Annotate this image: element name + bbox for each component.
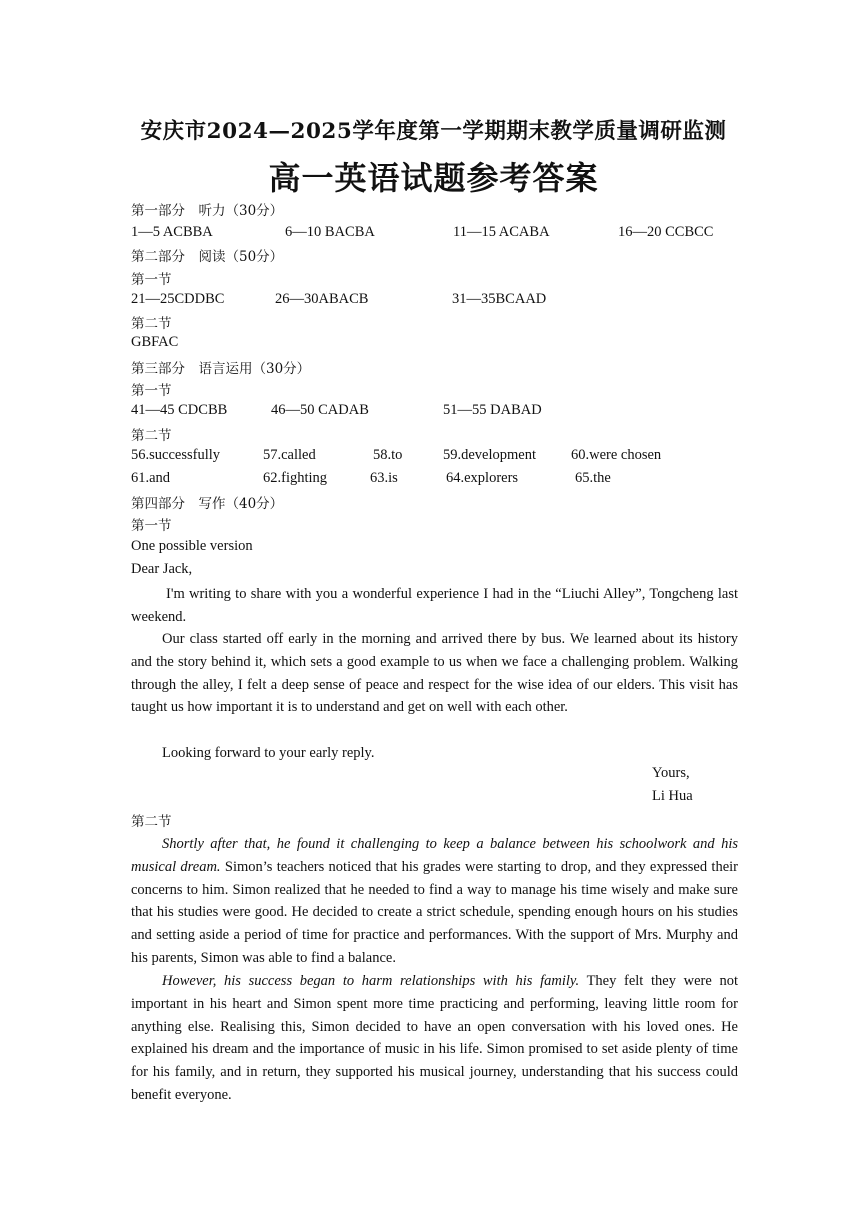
continuation-paragraph: [131, 970, 738, 1107]
answer-group: 11—15 ACABA: [453, 224, 550, 240]
answer-group: 6—10 BACBA: [285, 224, 375, 240]
answer-key-title: 高一英语试题参考答案: [268, 159, 599, 197]
fill-answer: 58.to: [373, 447, 403, 463]
answer-group: GBFAC: [131, 334, 179, 350]
paragraph-text: They felt they were not important in his heart and Simon spent more time practicing and performing, leaving little room for anything else. Realising this, Simon decided to have an open conversation with his loved ones. He explained his dream and the importance of music in his life. Simon promised to set aside plenty of time for his family, and in return, they supported his musical journey, understanding that his success could benefit everyone.: [131, 973, 738, 1103]
paragraph-text: Simon’s teachers noticed that his grades were starting to drop, and they expressed their concerns to him. Simon realized that he needed to find a way to manage his time wisely and make sure that his studies were good. He decided to create a strict schedule, spending enough hours on his studies and setting aside a period of time for practice and performances. With the support of Mrs. Murphy and his parents, Simon was able to find a balance.: [131, 858, 738, 966]
section-label: 第一节: [131, 518, 172, 534]
fill-answer: 65.the: [575, 470, 611, 486]
answer-group: 21—25CDDBC: [131, 291, 225, 307]
fill-answer: 63.is: [370, 470, 398, 486]
given-opening-sentence: However, his success began to harm relationships with his family.: [162, 973, 580, 989]
part3-heading: 第三部分 语言运用（30分）: [131, 361, 311, 377]
part1-heading: 第一部分 听力（30分）: [131, 203, 284, 219]
letter-paragraph: Looking forward to your early reply.: [162, 745, 375, 761]
fill-answer: 57.called: [263, 447, 316, 463]
continuation-paragraph: [131, 833, 738, 970]
section-label: 第二节: [131, 428, 172, 444]
fill-answer: 62.fighting: [263, 470, 328, 486]
letter-greeting: Dear Jack,: [131, 561, 193, 577]
section-label: 第二节: [131, 814, 172, 830]
fill-answer: 59.development: [443, 447, 537, 463]
fill-answer: 56.successfully: [131, 447, 220, 463]
answer-group: 46—50 CADAB: [271, 402, 369, 418]
answer-group: 31—35BCAAD: [452, 291, 547, 307]
answer-group: 41—45 CDCBB: [131, 402, 228, 418]
exam-title: 安庆市2024—2025学年度第一学期期末教学质量调研监测: [140, 119, 727, 144]
fill-answer: 60.were chosen: [571, 447, 662, 463]
letter-paragraph: I'm writing to share with you a wonderful experience I had in the “Liuchi Alley”, Tongcheng last weekend.: [131, 586, 738, 625]
letter-closing: Yours,: [652, 765, 690, 781]
part2-heading: 第二部分 阅读（50分）: [131, 249, 284, 265]
answer-group: 1—5 ACBBA: [131, 224, 213, 240]
fill-answer: 61.and: [131, 470, 171, 486]
answer-group: 26—30ABACB: [275, 291, 369, 307]
given-opening-sentence: Shortly after that, he found it challenging to keep a balance between his schoolwork and his musical dream.: [131, 836, 738, 875]
sample-version-label: One possible version: [131, 538, 253, 554]
answer-group: 16—20 CCBCC: [618, 224, 714, 240]
part4-heading: 第四部分 写作（40分）: [131, 496, 284, 512]
fill-answer: 64.explorers: [446, 470, 519, 486]
answer-group: 51—55 DABAD: [443, 402, 542, 418]
section-label: 第一节: [131, 383, 172, 399]
letter-paragraph: Our class started off early in the morning and arrived there by bus. We learned about its history and the story behind it, which sets a good example to us when we face a challenging problem. Walking through the alley, I felt a deep sense of peace and respect for the wise idea of our elders. This visit has taught us how important it is to understand and get on well with each other.: [131, 631, 738, 716]
section-label: 第一节: [131, 272, 172, 288]
letter-signature: Li Hua: [652, 788, 693, 804]
section-label: 第二节: [131, 316, 172, 332]
